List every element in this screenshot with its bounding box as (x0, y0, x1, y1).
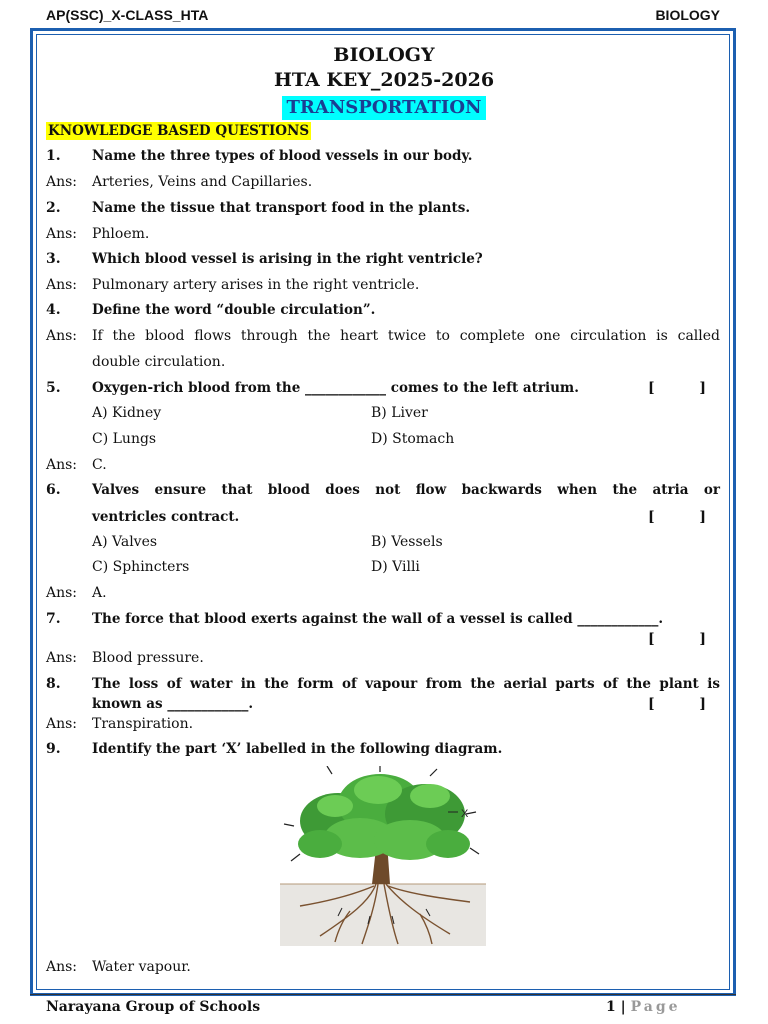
question-text-line1: The loss of water in the form of vapour from the aerial parts of the plant is (92, 676, 720, 692)
question-number: 5. (46, 380, 61, 396)
question-number: 4. (46, 302, 61, 318)
answer-text: Arteries, Veins and Capillaries. (92, 174, 313, 190)
answer-text-line1: If the blood flows through the heart twice to complete one circulation is called (92, 328, 720, 344)
answer-text-line2: double circulation. (92, 354, 226, 370)
answer-label: Ans: (46, 716, 78, 732)
header-class: AP(SSC)_X-CLASS_HTA (46, 7, 209, 23)
question-text: Name the tissue that transport food in the plants. (92, 200, 471, 216)
question-text: The force that blood exerts against the wall of a vessel is called ____________. (92, 611, 664, 627)
footer-divider (30, 994, 736, 995)
transpiration-tree-diagram (280, 766, 490, 948)
question-number: 8. (46, 676, 61, 692)
answer-text: Transpiration. (92, 716, 194, 732)
header-subject: BIOLOGY (655, 7, 720, 23)
question-number: 7. (46, 611, 61, 627)
answer-label: Ans: (46, 650, 78, 666)
question-text: Name the three types of blood vessels in our body. (92, 148, 473, 164)
answer-label: Ans: (46, 328, 78, 344)
answer-label: Ans: (46, 226, 78, 242)
question-text: Oxygen-rich blood from the ____________ comes to the left atrium. (92, 380, 579, 396)
option-b: B) Vessels (371, 534, 443, 550)
question-text-line2: known as ____________. (92, 696, 254, 712)
answer-text: A. (92, 585, 107, 601)
option-a: A) Kidney (92, 405, 162, 421)
answer-text: Phloem. (92, 226, 150, 242)
page-title: BIOLOGY (333, 44, 435, 66)
question-number: 6. (46, 482, 61, 498)
option-a: A) Valves (92, 534, 158, 550)
page-separator: | (620, 999, 626, 1015)
topic-title: TRANSPORTATION (282, 96, 486, 120)
question-text: Which blood vessel is arising in the right ventricle? (92, 251, 483, 267)
question-number: 3. (46, 251, 61, 267)
question-text: Define the word “double circulation”. (92, 302, 376, 318)
footer-school: Narayana Group of Schools (46, 999, 261, 1015)
question-number: 9. (46, 741, 61, 757)
page-word: Page (630, 999, 681, 1015)
answer-label: Ans: (46, 457, 78, 473)
option-d: D) Stomach (371, 431, 455, 447)
answer-text: Pulmonary artery arises in the right ventricle. (92, 277, 420, 293)
question-number: 2. (46, 200, 61, 216)
question-text-line1: Valves ensure that blood does not flow backwards when the atria or (92, 482, 720, 498)
answer-text: Blood pressure. (92, 650, 204, 666)
answer-bracket: [ ] (648, 696, 706, 712)
page-number: 1 (606, 999, 616, 1015)
answer-text: C. (92, 457, 107, 473)
answer-bracket: [ ] (648, 631, 706, 647)
option-c: C) Lungs (92, 431, 157, 447)
option-c: C) Sphincters (92, 559, 190, 575)
answer-bracket: [ ] (648, 509, 706, 525)
question-text: Identify the part ‘X’ labelled in the following diagram. (92, 741, 503, 757)
option-b: B) Liver (371, 405, 428, 421)
section-heading: KNOWLEDGE BASED QUESTIONS (48, 123, 310, 139)
canopy (298, 774, 470, 860)
answer-label: Ans: (46, 174, 78, 190)
question-text-line2: ventricles contract. (92, 509, 240, 525)
option-d: D) Villi (371, 559, 420, 575)
answer-label: Ans: (46, 585, 78, 601)
soil-area (280, 884, 486, 946)
answer-label: Ans: (46, 959, 78, 975)
answer-text: Water vapour. (92, 959, 191, 975)
page-subtitle: HTA KEY_2025-2026 (273, 69, 495, 91)
question-number: 1. (46, 148, 61, 164)
answer-label: Ans: (46, 277, 78, 293)
footer-page (606, 999, 681, 1015)
answer-bracket: [ ] (648, 380, 706, 396)
diagram-label-x: X (461, 808, 469, 820)
